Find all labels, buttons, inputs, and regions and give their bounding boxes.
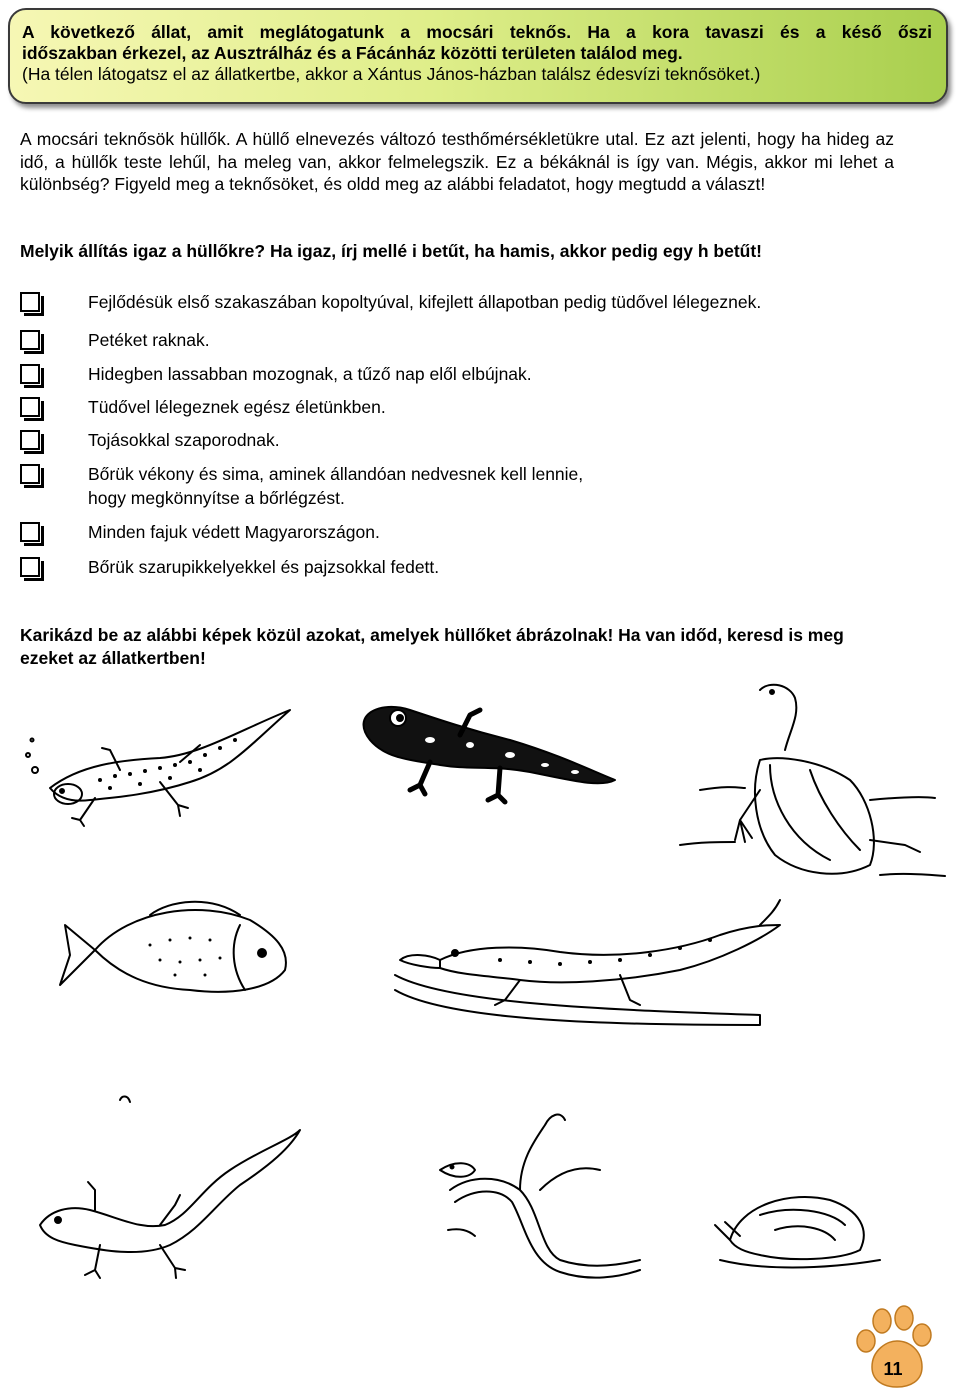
- checkbox[interactable]: [20, 464, 40, 484]
- question-heading: Melyik állítás igaz a hüllőkre? Ha igaz, írj mellé i betűt, ha hamis, akkor pedig egy h betűt!: [20, 241, 762, 261]
- checkbox[interactable]: [20, 557, 40, 577]
- salamander-illustration[interactable]: [364, 707, 615, 802]
- intro-paragraph: A mocsári teknősök hüllők. A hüllő elnevezés változó testhőmérsékletükre utal. Ez azt jelenti, hogy ha hideg az idő, a hüllők teste lehűl, ha meleg van, akkor felmelegszik. Ez a békáknál is így van. Mégis, akkor mi lehet a különbség? Figyeld meg a teknősöket, és oldd meg az alábbi feladatot, hogy megtudd a választ!: [20, 129, 894, 194]
- lizard-illustration[interactable]: [40, 1096, 300, 1278]
- statement-text: Tojásokkal szaporodnak.: [88, 430, 280, 450]
- animal-illustrations: [0, 670, 960, 1310]
- statement-text: Minden fajuk védett Magyarországon.: [88, 522, 380, 542]
- fish-illustration[interactable]: [60, 902, 286, 992]
- checkbox[interactable]: [20, 397, 40, 417]
- intro-banner: [8, 8, 948, 104]
- newt-illustration[interactable]: [26, 710, 290, 826]
- statement-text: Fejlődésük első szakaszában kopoltyúval, kifejlett állapotban pedig tüdővel lélegeznek.: [88, 292, 762, 312]
- banner-line-3: (Ha télen látogatsz el az állatkertbe, akkor a Xántus János-házban találsz édesvízi teknősöket.): [22, 64, 761, 84]
- snail-illustration[interactable]: [715, 1197, 880, 1268]
- statement-text: Bőrük szarupikkelyekkel és pajzsokkal fedett.: [88, 557, 440, 577]
- snake-illustration[interactable]: [440, 1115, 640, 1278]
- turtle-illustration[interactable]: [680, 685, 945, 876]
- statement-text-continued: hogy megkönnyítse a bőrlégzést.: [88, 488, 345, 508]
- checkbox[interactable]: [20, 430, 40, 450]
- page-number: 11: [883, 1359, 903, 1379]
- checkbox[interactable]: [20, 292, 40, 312]
- checkbox[interactable]: [20, 364, 40, 384]
- statement-text: Bőrük vékony és sima, aminek állandóan nedvesnek kell lennie,: [88, 464, 584, 484]
- banner-line-2: időszakban érkezel, az Ausztrálház és a Fácánház közötti területen találod meg.: [22, 43, 683, 63]
- checkbox[interactable]: [20, 522, 40, 542]
- checkbox[interactable]: [20, 330, 40, 350]
- task-heading: Karikázd be az alábbi képek közül azokat, amelyek hüllőket ábrázolnak! Ha van időd, keresd is meg ezeket az állatkertben!: [20, 625, 844, 668]
- statement-text: Hidegben lassabban mozognak, a tűző nap elől elbújnak.: [88, 364, 532, 384]
- banner-line-1: A következő állat, amit meglátogatunk a mocsári teknős. Ha a kora tavaszi és a késő őszi: [22, 22, 932, 42]
- statement-text: Petéket raknak.: [88, 330, 210, 350]
- crocodile-illustration[interactable]: [395, 900, 780, 1025]
- statement-text: Tüdővel lélegeznek egész életünkben.: [88, 397, 386, 417]
